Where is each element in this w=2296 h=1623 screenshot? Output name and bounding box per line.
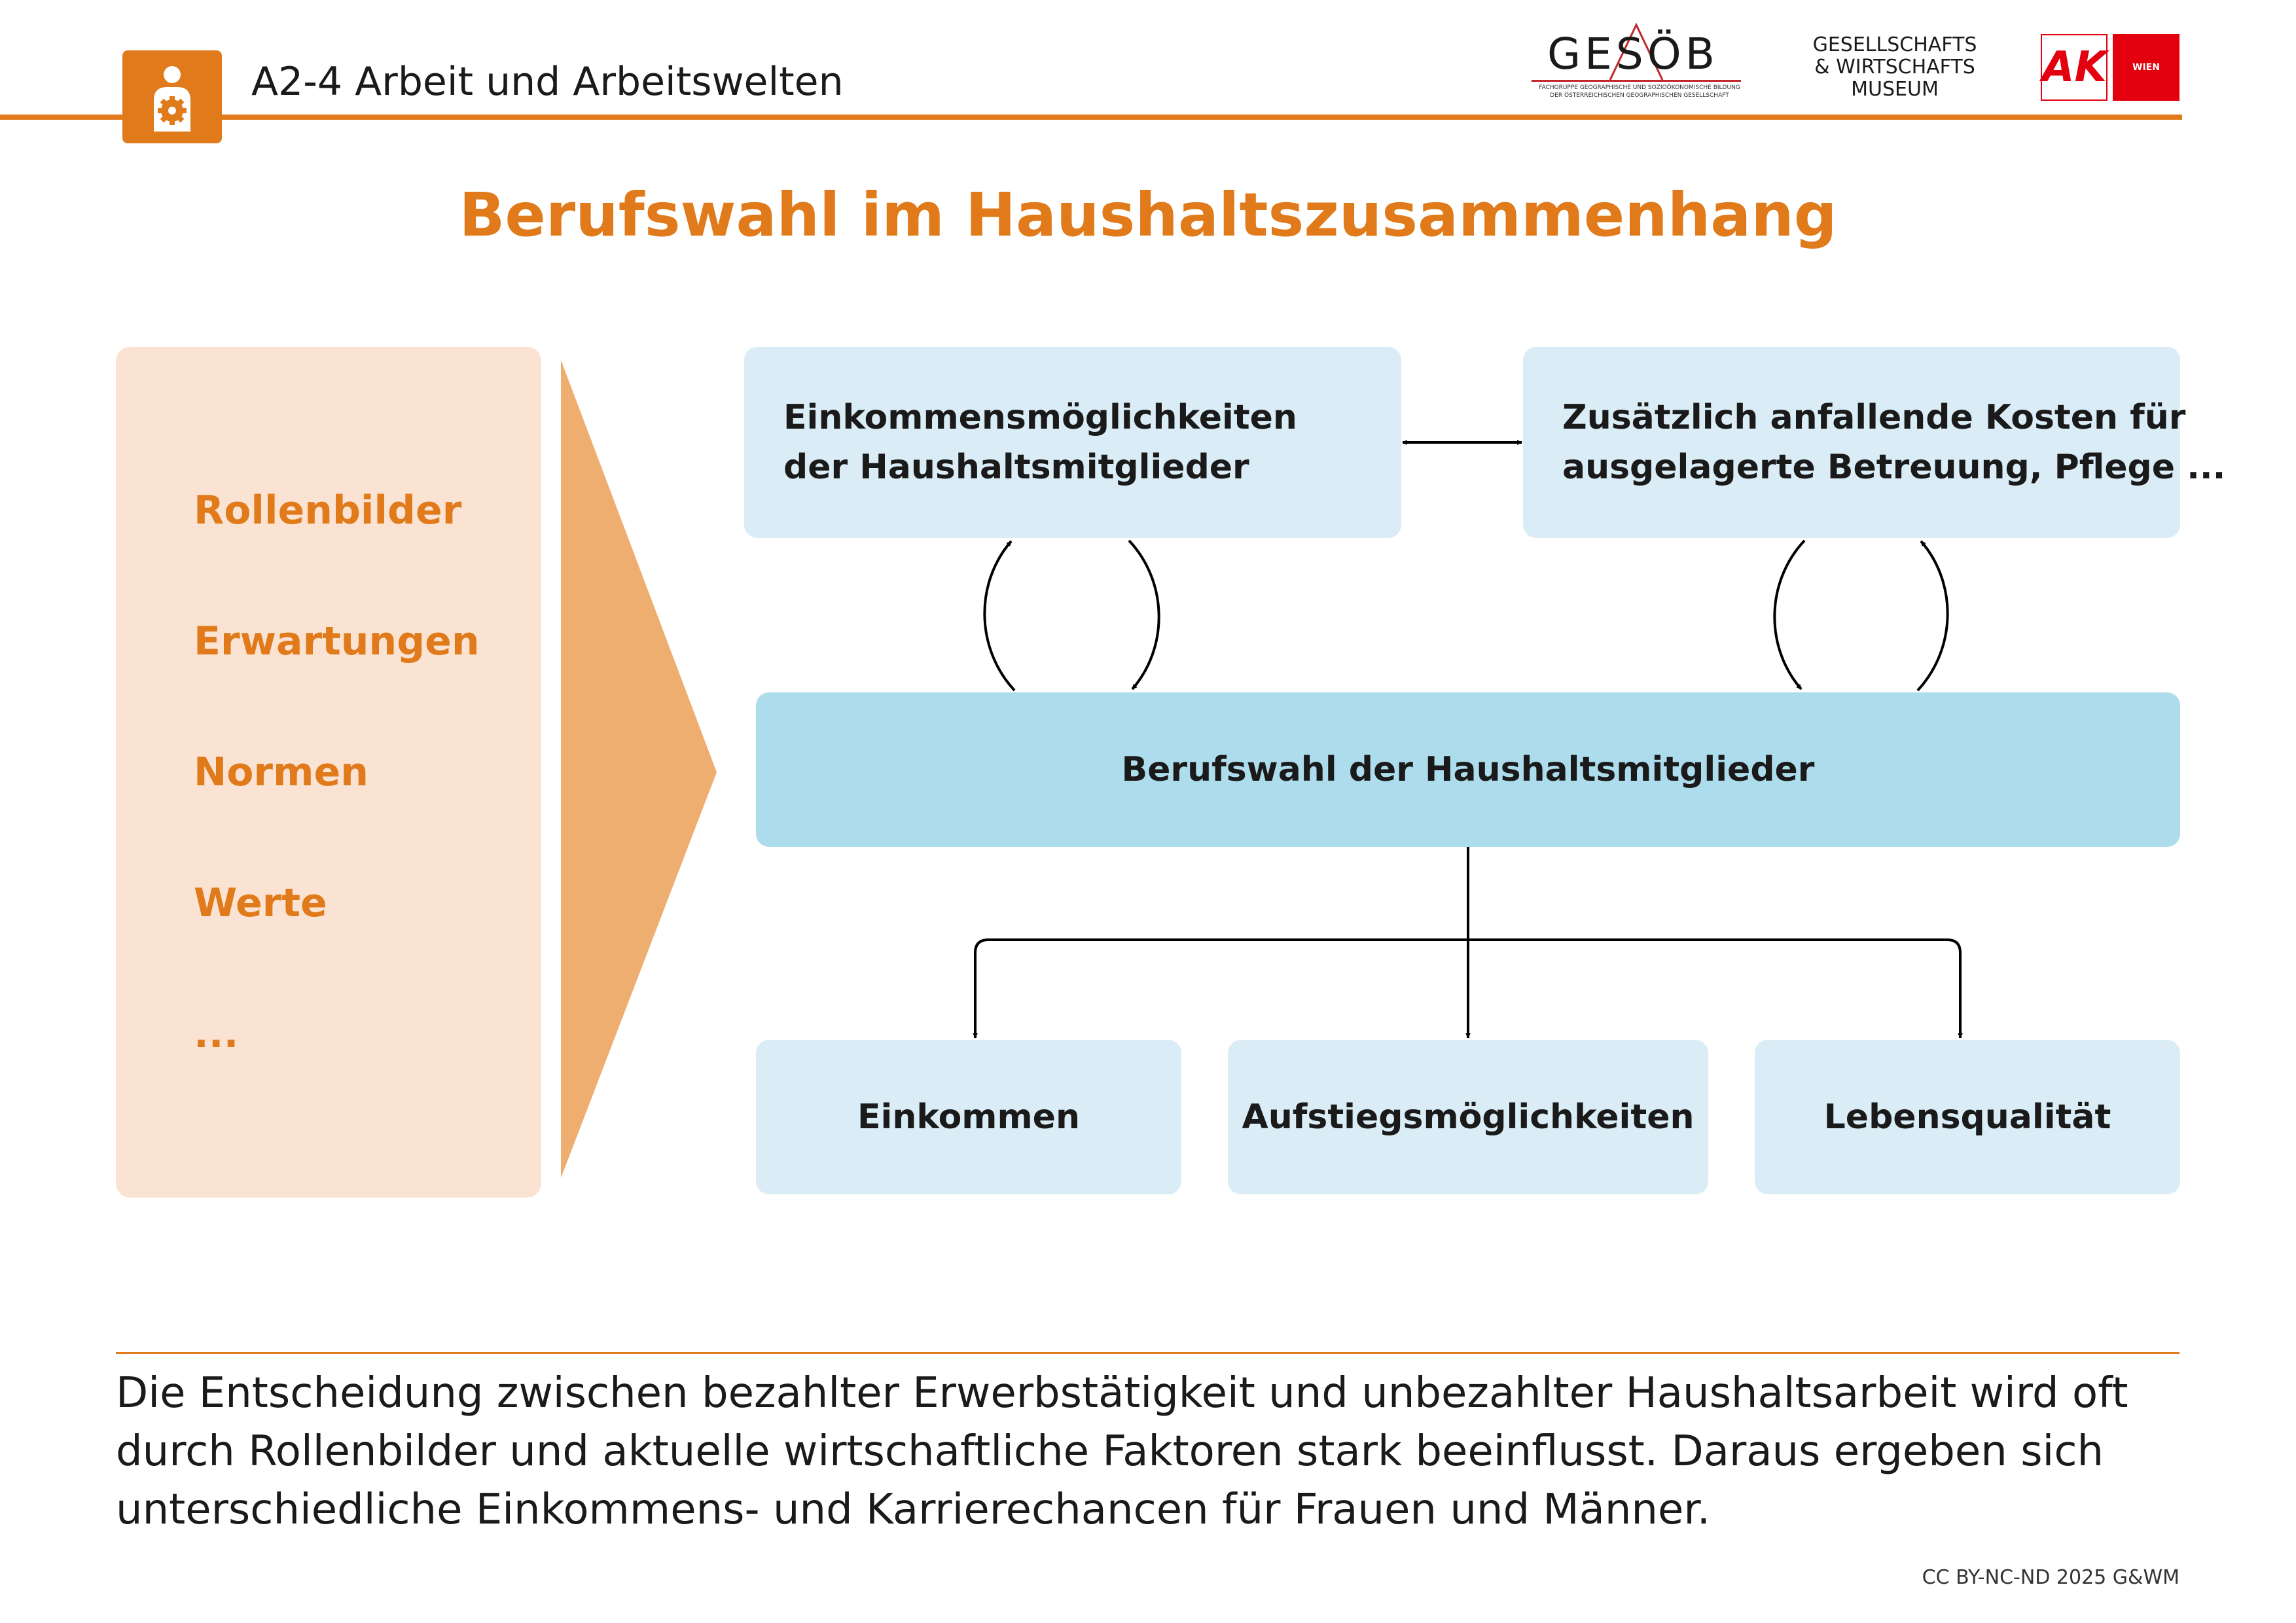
career-choice-box — [756, 692, 2180, 847]
gesoeb-subline-1: FACHGRUPPE GEOGRAPHISCHE UND SOZIOÖKONOMISCHE BILDUNG — [1539, 84, 1740, 91]
license-note: CC BY-NC-ND 2025 G&WM — [1922, 1566, 2179, 1589]
income-options-box — [744, 347, 1401, 538]
additional-costs-line: ausgelagerte Betreuung, Pflege ... — [1562, 448, 2226, 487]
gwm-logo-line: MUSEUM — [1851, 78, 1939, 101]
ak-mark: AK — [2041, 34, 2108, 101]
additional-costs-line: Zusätzlich anfallende Kosten für — [1562, 398, 2186, 437]
factor-item: Rollenbilder — [194, 488, 462, 533]
summary-line: unterschiedliche Einkommens- und Karrierechancen für Frauen und Männer. — [116, 1486, 1711, 1534]
gesoeb-rule — [1532, 80, 1741, 82]
factor-item: ... — [194, 1011, 239, 1057]
feedback-arrow-right-down — [1774, 541, 1804, 689]
feedback-arrow-left-up — [984, 541, 1014, 690]
gesoeb-logo — [1532, 20, 1748, 101]
outcome-advancement-box — [1228, 1040, 1708, 1194]
module-title: A2-4 Arbeit und Arbeitswelten — [251, 59, 857, 105]
person-gear-icon — [122, 50, 222, 143]
influence-arrow — [560, 360, 723, 1185]
factor-item: Erwartungen — [194, 618, 480, 664]
outcome-quality-box — [1755, 1040, 2180, 1194]
gwm-logo-line: GESELLSCHAFTS — [1812, 33, 1977, 56]
outcome-advancement-label: Aufstiegsmöglichkeiten — [1242, 1097, 1695, 1137]
gesoeb-name: GESÖB — [1547, 29, 1719, 79]
page-title: Berufswahl im Haushaltszusammenhang — [459, 180, 1837, 250]
income-options-line: der Haushaltsmitglieder — [783, 448, 1249, 487]
outcome-income-box — [756, 1040, 1181, 1194]
career-choice-label: Berufswahl der Haushaltsmitglieder — [1121, 750, 1815, 789]
gwm-logo-line: & WIRTSCHAFTS — [1814, 56, 1975, 79]
feedback-arrow-right-up — [1918, 541, 1948, 690]
gwm-logo — [1803, 34, 1986, 101]
header-rule — [0, 115, 2182, 120]
footer-rule — [116, 1352, 2179, 1354]
summary-line: Die Entscheidung zwischen bezahlter Erwerbstätigkeit und unbezahlter Haushaltsarbeit wird oft — [116, 1369, 2128, 1418]
ak-city: WIEN — [2113, 34, 2179, 101]
outcome-income-label: Einkommen — [857, 1097, 1080, 1137]
additional-costs-box — [1523, 347, 2226, 538]
gesoeb-subline-2: DER ÖSTERREICHISCHEN GEOGRAPHISCHEN GESELLSCHAFT — [1550, 92, 1729, 99]
arrow-to-quality — [1468, 940, 1960, 1038]
factor-item: Werte — [194, 880, 327, 926]
ak-wien-logo — [2041, 34, 2179, 101]
summary-line: durch Rollenbilder und aktuelle wirtschaftliche Faktoren stark beeinflusst. Daraus ergeben sich — [116, 1427, 2104, 1476]
feedback-arrow-left-down — [1129, 541, 1159, 689]
arrow-to-income — [975, 940, 1468, 1038]
summary-text — [116, 1364, 2197, 1539]
income-options-line: Einkommensmöglichkeiten — [783, 398, 1297, 437]
outcome-quality-label: Lebensqualität — [1823, 1097, 2111, 1137]
factor-item: Normen — [194, 749, 368, 795]
